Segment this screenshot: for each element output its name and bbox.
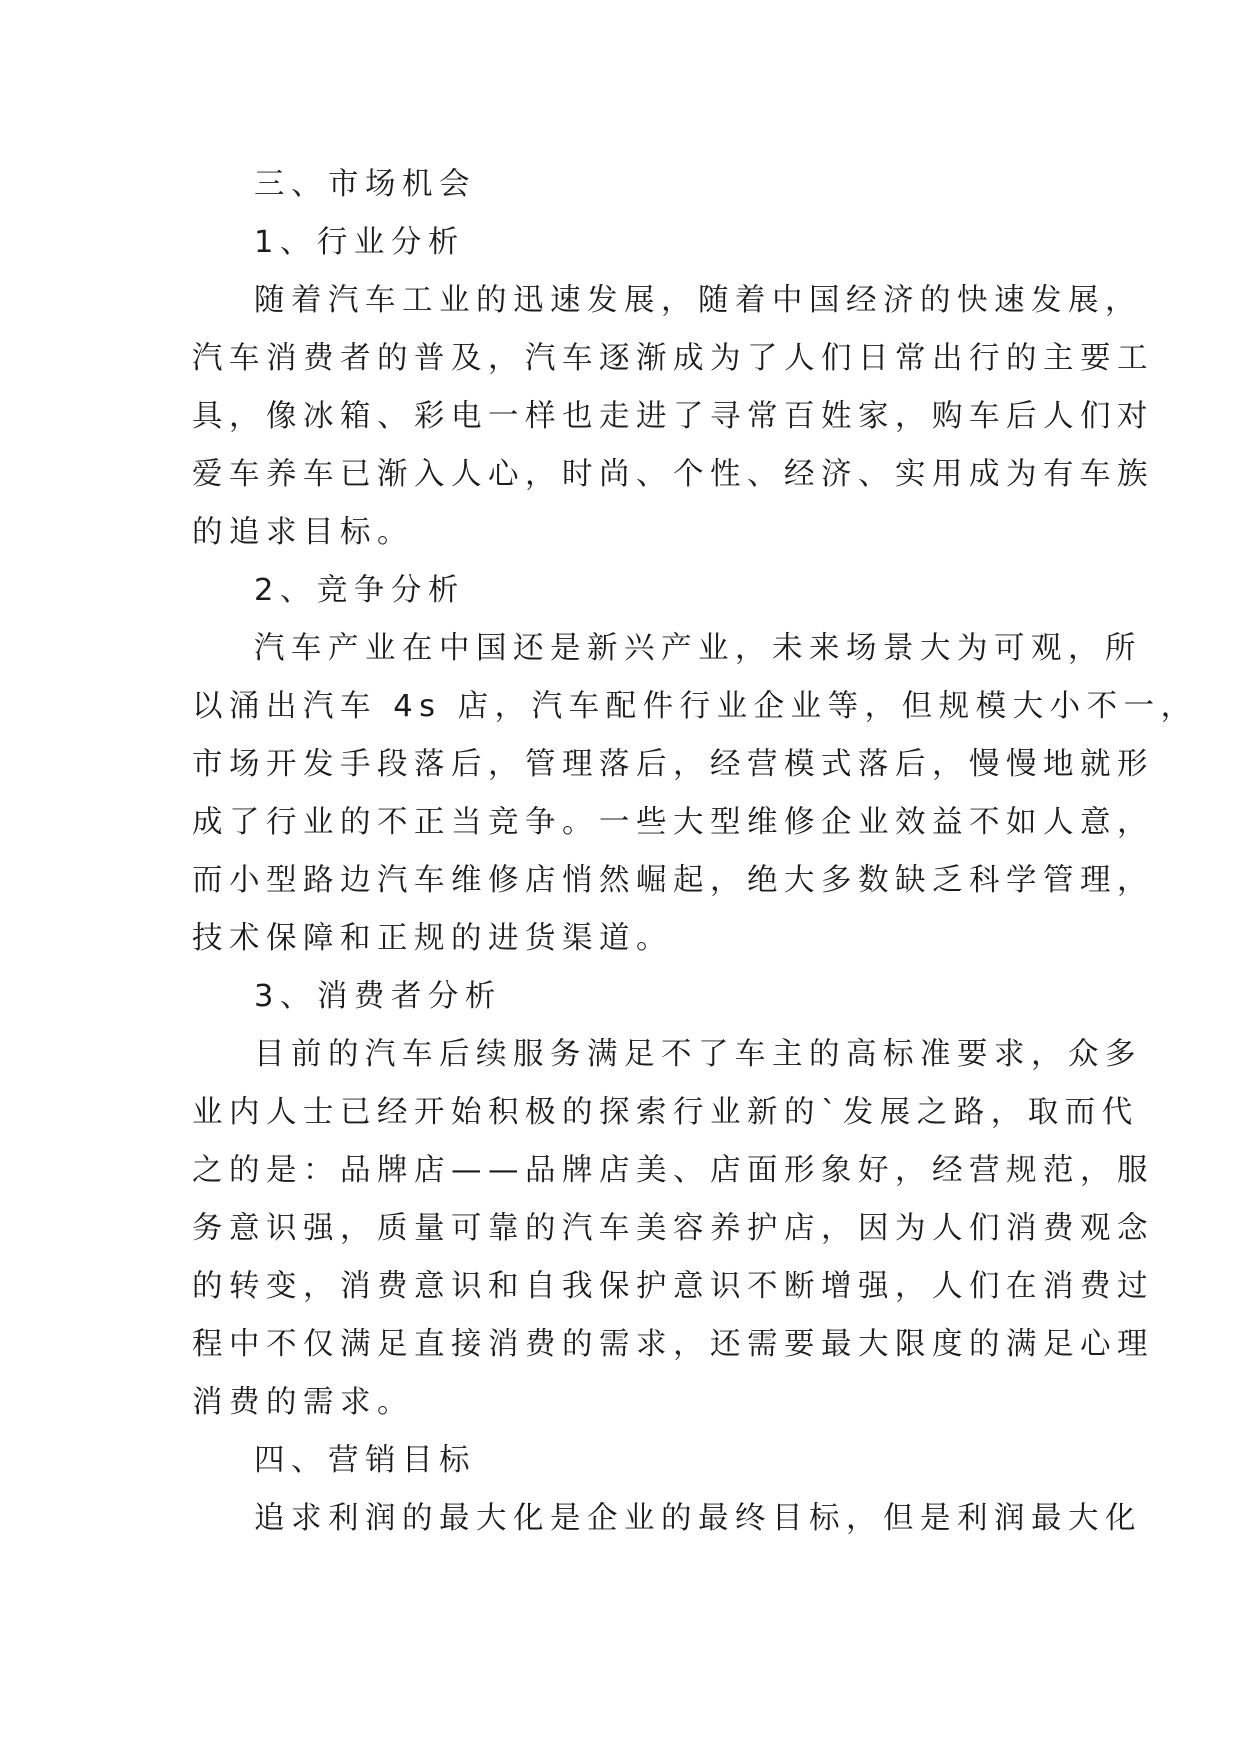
paragraph-line: 程中不仅满足直接消费的需求，还需要最大限度的满足心理	[192, 1327, 1154, 1362]
document-body	[192, 156, 1198, 1548]
paragraph-line: 汽车消费者的普及，汽车逐渐成为了人们日常出行的主要工	[192, 341, 1154, 376]
paragraph-line: 务意识强，质量可靠的汽车美容养护店，因为人们消费观念	[192, 1211, 1154, 1246]
paragraph-line: 追求利润的最大化是企业的最终目标，但是利润最大化	[254, 1501, 1142, 1536]
section-heading-market-opportunity: 三、市场机会	[254, 167, 476, 202]
paragraph-line: 消费的需求。	[192, 1385, 414, 1420]
paragraph-line: 之的是：品牌店——品牌店美、店面形象好，经营规范，服	[192, 1153, 1154, 1188]
subheading-competition-analysis: 2、竞争分析	[254, 573, 465, 608]
paragraph-line: 的追求目标。	[192, 515, 414, 550]
paragraph-line: 目前的汽车后续服务满足不了车主的高标准要求，众多	[254, 1037, 1142, 1072]
paragraph-line: 汽车产业在中国还是新兴产业，未来场景大为可观，所	[254, 631, 1142, 666]
subheading-industry-analysis: 1、行业分析	[254, 225, 465, 260]
paragraph-line: 具，像冰箱、彩电一样也走进了寻常百姓家，购车后人们对	[192, 399, 1154, 434]
paragraph-line: 技术保障和正规的进货渠道。	[192, 921, 673, 956]
paragraph-line: 爱车养车已渐入人心，时尚、个性、经济、实用成为有车族	[192, 457, 1154, 492]
paragraph-line: 业内人士已经开始积极的探索行业新的`发展之路，取而代	[192, 1095, 1139, 1130]
paragraph-line: 的转变，消费意识和自我保护意识不断增强，人们在消费过	[192, 1269, 1154, 1304]
subheading-consumer-analysis: 3、消费者分析	[254, 979, 502, 1014]
paragraph-line: 随着汽车工业的迅速发展，随着中国经济的快速发展，	[254, 283, 1142, 318]
paragraph-line: 成了行业的不正当竞争。一些大型维修企业效益不如人意，	[192, 805, 1154, 840]
paragraph-line: 以涌出汽车 4s 店，汽车配件行业企业等，但规模大小不一，	[192, 689, 1198, 724]
paragraph-line: 而小型路边汽车维修店悄然崛起，绝大多数缺乏科学管理，	[192, 863, 1154, 898]
section-heading-marketing-goals: 四、营销目标	[254, 1443, 476, 1478]
paragraph-line: 市场开发手段落后，管理落后，经营模式落后，慢慢地就形	[192, 747, 1154, 782]
